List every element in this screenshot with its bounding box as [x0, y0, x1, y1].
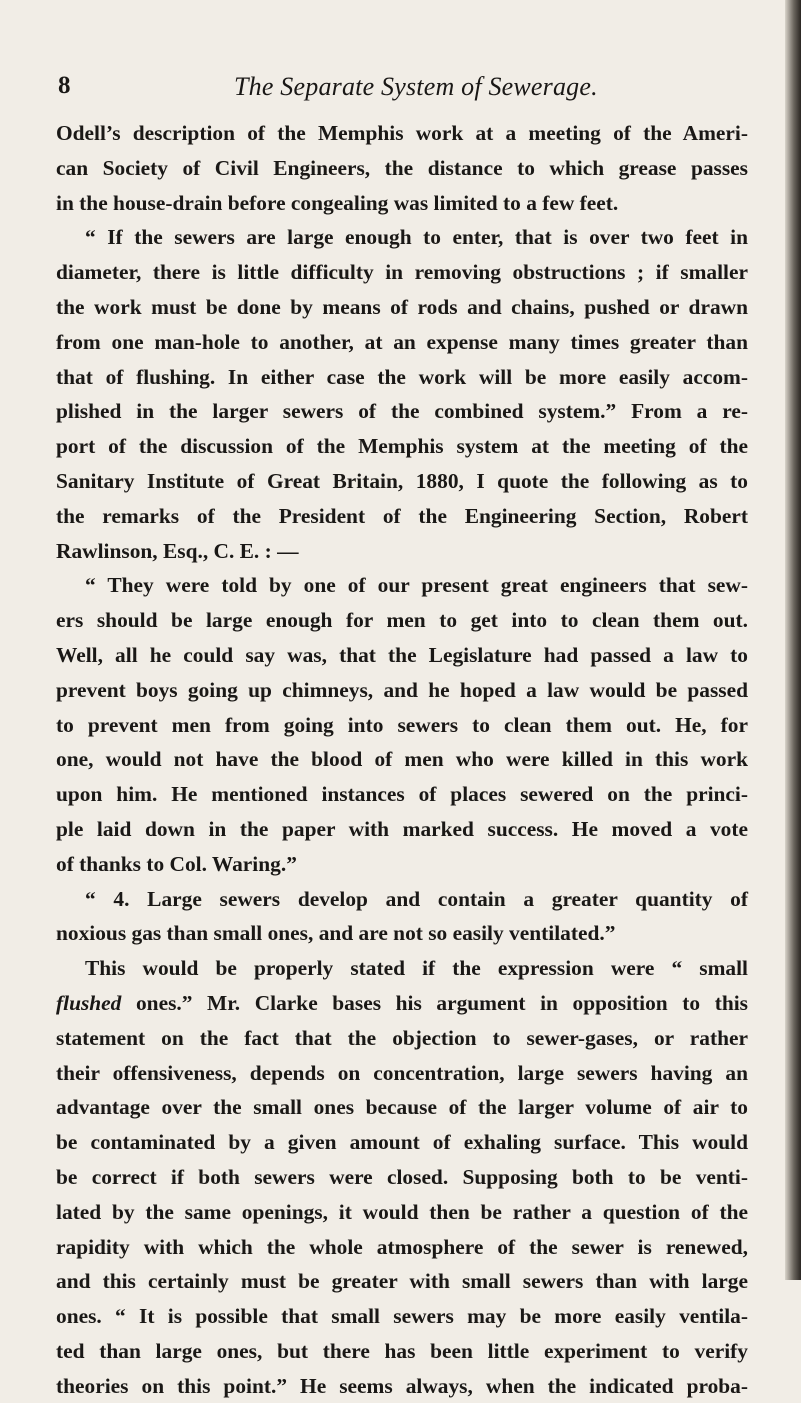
text-line: be correct if both sewers were closed. Supposing both to be venti-: [56, 1164, 748, 1189]
page-edge-shadow: [785, 0, 801, 1280]
italic-word: flushed: [56, 990, 122, 1015]
text-line: can Society of Civil Engineers, the distance to which grease passes: [56, 155, 748, 180]
text-line: and this certainly must be greater with small sewers than with large: [56, 1269, 748, 1294]
text-line: Rawlinson, Esq., C. E. : —: [56, 538, 299, 563]
running-title: The Separate System of Sewerage.: [234, 72, 598, 101]
page-number: 8: [58, 72, 71, 99]
text-line: plished in the larger sewers of the combined system.” From a re-: [56, 399, 748, 424]
text-line: ers should be large enough for men to get into to clean them out.: [56, 608, 748, 633]
text-line: Sanitary Institute of Great Britain, 1880, I quote the following as to: [56, 468, 748, 493]
text-line: theories on this point.” He seems always, when the indicated proba-: [56, 1373, 748, 1398]
text-line: be contaminated by a given amount of exhaling surface. This would: [56, 1130, 748, 1155]
text-line: flushed ones.” Mr. Clarke bases his argument in opposition to this: [56, 990, 748, 1015]
text-line: Well, all he could say was, that the Legislature had passed a law to: [56, 642, 748, 667]
running-head: [58, 72, 738, 108]
text-line: the work must be done by means of rods and chains, pushed or drawn: [56, 294, 748, 319]
text-line: Odell’s description of the Memphis work at a meeting of the Ameri-: [56, 121, 748, 145]
text-line: lated by the same openings, it would then be rather a question of the: [56, 1199, 748, 1224]
text-line: rapidity with which the whole atmosphere of the sewer is renewed,: [56, 1234, 748, 1259]
text-line: port of the discussion of the Memphis system at the meeting of the: [56, 434, 748, 459]
body-text: [56, 116, 748, 1403]
text-line: noxious gas than small ones, and are not so easily ventilated.”: [56, 921, 616, 946]
text-line: statement on the fact that the objection to sewer-gases, or rather: [56, 1025, 748, 1050]
text-line: one, would not have the blood of men who were killed in this work: [56, 747, 748, 772]
text-line: of thanks to Col. Waring.”: [56, 851, 297, 876]
text-line: that of flushing. In either case the work will be more easily accom-: [56, 364, 748, 389]
text-line: diameter, there is little difficulty in removing obstructions ; if smaller: [56, 260, 748, 285]
text-line: ple laid down in the paper with marked success. He moved a vote: [56, 816, 748, 841]
text-line: prevent boys going up chimneys, and he hoped a law would be passed: [56, 677, 748, 702]
text-line: the remarks of the President of the Engineering Section, Robert: [56, 503, 748, 528]
text-line: in the house-drain before congealing was limited to a few feet.: [56, 190, 619, 215]
text-line: This would be properly stated if the expression were “ small: [85, 956, 748, 981]
text-line: to prevent men from going into sewers to clean them out. He, for: [56, 712, 748, 737]
text-line: ones. “ It is possible that small sewers may be more easily ventila-: [56, 1304, 748, 1329]
text-line: “ If the sewers are large enough to enter, that is over two feet in: [85, 225, 748, 250]
text-line: ted than large ones, but there has been little experiment to verify: [56, 1338, 748, 1363]
text-line: “ 4. Large sewers develop and contain a greater quantity of: [85, 886, 748, 911]
text-line: “ They were told by one of our present great engineers that sew-: [85, 573, 748, 598]
text-line: upon him. He mentioned instances of places sewered on the princi-: [56, 782, 748, 807]
text-line: from one man-hole to another, at an expense many times greater than: [56, 329, 748, 354]
text-line: advantage over the small ones because of the larger volume of air to: [56, 1095, 748, 1120]
text-line: their offensiveness, depends on concentration, large sewers having an: [56, 1060, 748, 1085]
